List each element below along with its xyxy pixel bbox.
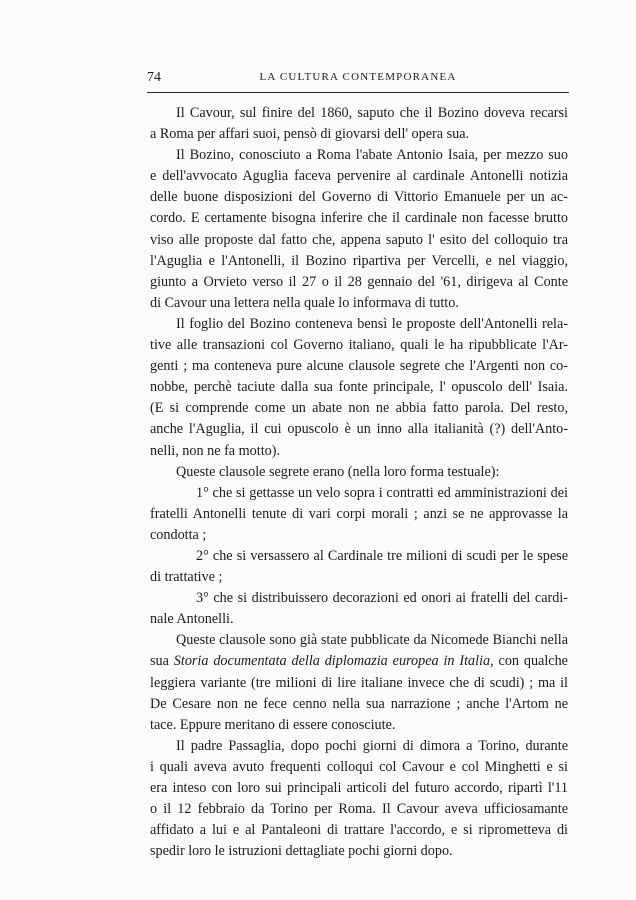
text-line: affidato a lui e al Pantaleoni di trattare l'accordo, e si riprometteva di [150,822,568,839]
text-line: spedir loro le istruzioni dettagliate pochi giorni dopo. [150,843,453,860]
text-run: con qualche [493,653,568,670]
text-line: De Cesare non ne fece cenno nella sua narrazione ; anche l'Artom ne [150,695,568,712]
text-line: Il foglio del Bozino conteneva bensì le proposte dell'Antonelli rela- [176,315,568,332]
page-number: 74 [147,70,161,85]
text-line: o il 12 febbraio da Torino per Roma. Il Cavour aveva ufficiosamante [150,801,568,818]
header-rule [147,92,569,93]
text-line: l'Aguglia e l'Antonelli, il Bozino ripartiva per Vercelli, e nel viaggio, [150,252,568,269]
text-line: tace. Eppure meritano di essere conosciute. [150,716,396,733]
text-line: di Cavour una lettera nella quale lo informava di tutto. [150,294,459,311]
text-line: Queste clausole segrete erano (nella loro forma testuale): [176,463,500,480]
text-line: viso alle proposte dal fatto che, appena saputo l' esito del colloquio tra [150,231,568,248]
text-line: Il Bozino, conosciuto a Roma l'abate Antonio Isaia, per mezzo suo [176,147,568,164]
text-line: genti ; ma conteneva pure alcune clausole segrete che l'Argenti non co- [150,358,568,375]
running-title: LA CULTURA CONTEMPORANEA [259,71,457,83]
text-line: 3° che si distribuissero decorazioni ed onori ai fratelli del cardi- [196,590,568,607]
text-run: sua [150,653,174,670]
text-line: nale Antonelli. [150,611,234,628]
text-line: cordo. E certamente bisogna inferire che il cardinale non facesse brutto [150,210,568,227]
text-line: nelli, non ne fa motto). [150,442,281,459]
book-title-italic: Storia documentata della diplomazia europea in Italia, [173,653,494,670]
text-line: 2° che si versassero al Cardinale tre milioni di scudi per le spese [196,547,568,564]
text-line: giunto a Orvieto verso il 27 o il 28 gennaio del '61, dirigeva al Conte [150,273,568,290]
text-line: a Roma per affari suoi, pensò di giovarsi dell' opera sua. [150,126,470,143]
text-line: nobbe, perchè taciute dalla sua fonte principale, l' opuscolo dell' Isaia. [150,379,568,396]
text-line: fratelli Antonelli tenute di vari corpi morali ; anzi se ne approvasse la [150,505,568,522]
text-line: Il Cavour, sul finire del 1860, saputo che il Bozino doveva recarsi [176,105,568,121]
text-line: tive alle transazioni col Governo italiano, quali le ha ripubblicate l'Ar- [150,337,568,354]
text-line: anche l'Aguglia, il cui opuscolo è un inno alla italianità (?) dell'Anto- [150,421,568,438]
text-line: di trattative ; [150,569,223,586]
text-line: (E si comprende come un abate non ne abbia fatto parola. Del resto, [150,400,568,417]
body-text [150,103,568,862]
text-line: era inteso con loro sui principali articoli del futuro accordo, ripartì l'11 [150,780,568,796]
text-line: leggiera variante (tre milioni di lire italiane invece che di scudi) ; ma il [150,674,568,691]
text-line: i quali aveva avuto frequenti colloqui col Cavour e col Minghetti e si [150,758,568,775]
running-header [147,70,569,90]
text-line: Queste clausole sono già state pubblicate da Nicomede Bianchi nella [176,632,568,649]
text-line: Il padre Passaglia, dopo pochi giorni di dimora a Torino, durante [176,737,568,754]
text-line: delle buone disposizioni del Governo di Vittorio Emanuele per un ac- [150,189,568,206]
text-line: 1° che si gettasse un velo sopra i contratti ed amministrazioni dei [196,484,568,501]
text-line: e dell'avvocato Aguglia faceva pervenire al cardinale Antonelli notizia [150,168,568,185]
text-line [150,651,568,672]
text-line: condotta ; [150,526,207,543]
